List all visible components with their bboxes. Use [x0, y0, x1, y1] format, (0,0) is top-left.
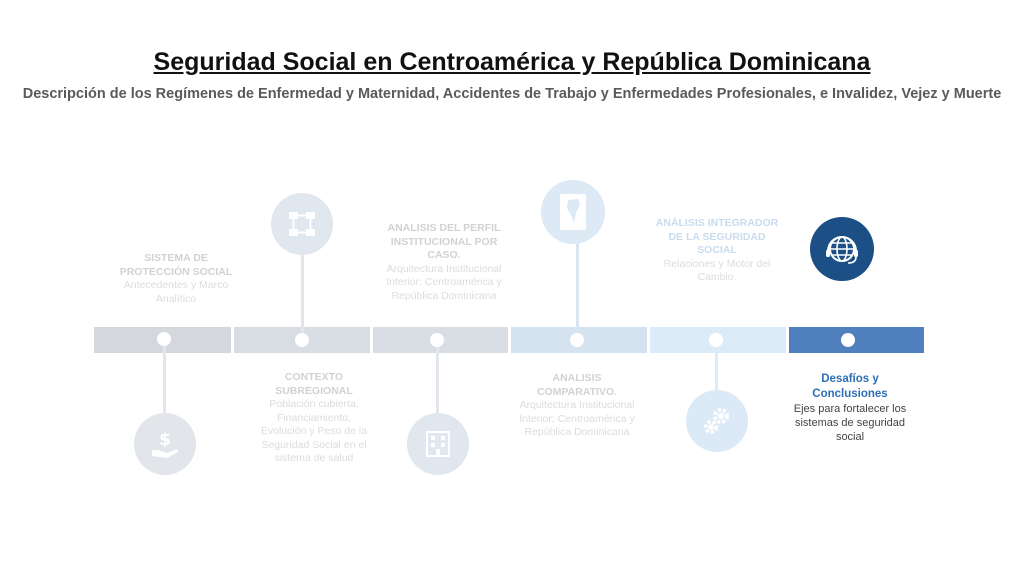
hand-dollar-icon	[134, 413, 196, 475]
stem-4	[576, 236, 579, 334]
step-1-label	[108, 252, 244, 306]
process-flow-icon	[271, 193, 333, 255]
stem-2	[301, 248, 304, 334]
globe-headset-icon	[810, 217, 874, 281]
svg-text:$: $	[159, 430, 171, 450]
timeline-segment-6	[789, 327, 924, 353]
step-2-heading: CONTEXTO SUBREGIONAL	[275, 371, 353, 397]
step-4-label	[519, 372, 635, 440]
building-icon	[407, 413, 469, 475]
step-3-heading: ANALISIS DEL PERFIL INSTITUCIONAL POR CASO.	[387, 222, 501, 261]
timeline-dot-4	[570, 333, 584, 347]
step-6-heading: Desafíos y Conclusiones	[812, 373, 888, 400]
step-4-description: Arquitectura Institucional Interior: Centroamérica y República Dominicana	[519, 399, 635, 438]
step-5-label	[651, 217, 783, 285]
page-subtitle: Descripción de los Regímenes de Enfermedad y Maternidad, Accidentes de Trabajo y Enfermedades Profesionales, e Invalidez, Vejez y Muerte	[22, 86, 1002, 102]
stem-5	[715, 340, 718, 394]
step-1-heading: SISTEMA DE PROTECCIÓN SOCIAL	[119, 252, 233, 278]
stem-1	[163, 340, 166, 422]
step-1-description: Antecedentes y Marco Analítico	[123, 279, 229, 305]
timeline-dot-6	[841, 333, 855, 347]
map-icon	[541, 180, 605, 244]
gears-icon	[686, 390, 748, 452]
timeline-dot-3	[430, 333, 444, 347]
step-6-description: Ejes para fortalecer los sistemas de seguridad social	[793, 403, 907, 443]
step-5-heading: ANÁLISIS INTEGRADOR DE LA SEGURIDAD SOCIAL	[655, 217, 779, 256]
stem-3	[436, 340, 439, 420]
step-3-description: Arquitectura Institucional Interior: Centroamérica y República Dominicana	[386, 262, 502, 302]
timeline-dot-1	[157, 332, 171, 346]
step-2-description: Población cubierta, Financiamiento, Evolución y Peso de la Seguridad Social en el sistema de salud	[260, 398, 368, 464]
timeline-dot-5	[709, 333, 723, 347]
step-4-heading: ANALISIS COMPARATIVO.	[536, 372, 618, 398]
page-title: Seguridad Social en Centroamérica y República Dominicana	[153, 48, 871, 76]
step-2-label	[254, 371, 374, 466]
step-3-label	[383, 222, 505, 303]
step-5-description: Relaciones y Motor del Cambio.	[663, 257, 771, 283]
step-6-label	[790, 372, 910, 444]
timeline-dot-2	[295, 333, 309, 347]
